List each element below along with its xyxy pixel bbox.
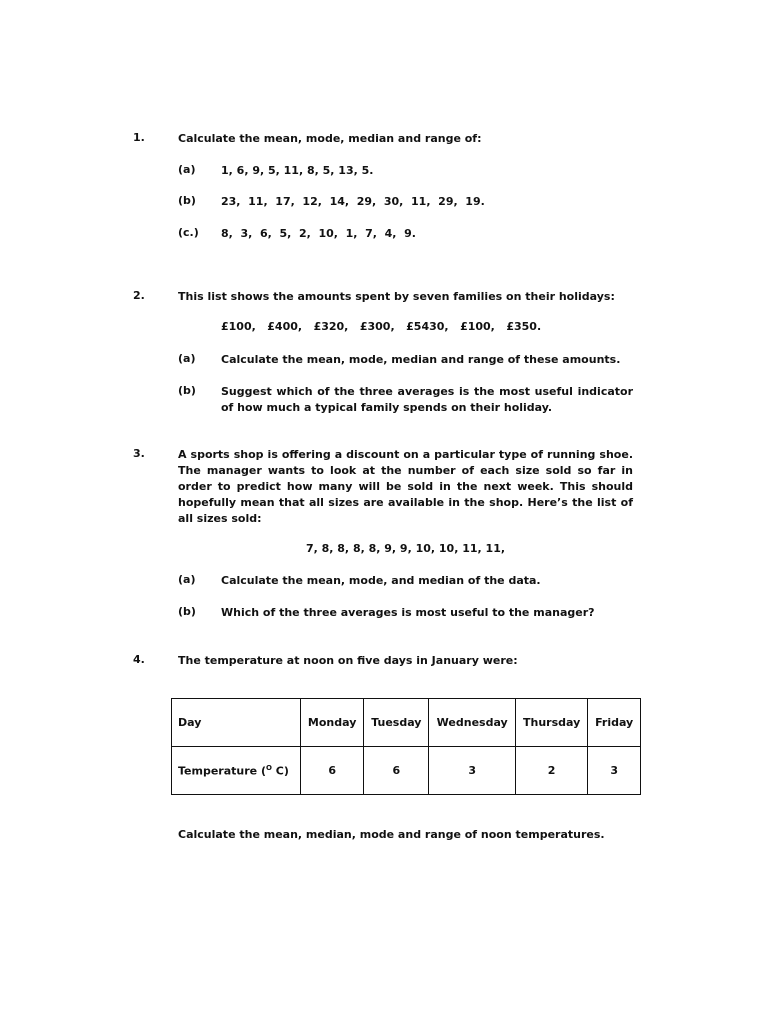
question-3-text: A sports shop is offering a discount on a particular type of running shoe. The manager wants to look at the number of each size sold so far in order to predict how many will be sold in the next week. This should hopefully mean that all sizes are available in the shop. Here’s the list of all sizes sold:: [178, 448, 633, 525]
table-temp-thursday: 2: [515, 747, 587, 795]
q2-part-a-label: (a): [178, 352, 196, 365]
q1-part-b-label: (b): [178, 194, 196, 207]
table-temp-tuesday: 6: [364, 747, 429, 795]
q3-part-a-text: Calculate the mean, mode, and median of the data.: [221, 574, 541, 587]
table-day-monday: Monday: [301, 699, 364, 747]
temperature-table: [171, 698, 641, 795]
q1-part-b-text: 23, 11, 17, 12, 14, 29, 30, 11, 29, 19.: [221, 195, 485, 208]
table-row-temperatures: [172, 747, 641, 795]
question-4-number: 4.: [133, 653, 145, 666]
table-temp-monday: 6: [301, 747, 364, 795]
table-row-days: [172, 699, 641, 747]
table-day-friday: Friday: [588, 699, 641, 747]
degree-sup: O: [265, 763, 272, 772]
table-header-day: Day: [172, 699, 301, 747]
table-day-thursday: Thursday: [515, 699, 587, 747]
table-header-temperature: [172, 747, 301, 795]
question-3-number: 3.: [133, 447, 145, 460]
q2-part-a-text: Calculate the mean, mode, median and range of these amounts.: [221, 353, 621, 366]
q4-instruction: Calculate the mean, median, mode and range of noon temperatures.: [178, 828, 605, 841]
q2-part-b-label: (b): [178, 384, 196, 397]
temp-label-prefix: Temperature (: [178, 764, 266, 778]
q3-part-a-label: (a): [178, 573, 196, 586]
question-4-text: The temperature at noon on five days in January were:: [178, 654, 518, 667]
q1-part-c-text: 8, 3, 6, 5, 2, 10, 1, 7, 4, 9.: [221, 227, 416, 240]
q3-sizes-list: 7, 8, 8, 8, 8, 9, 9, 10, 10, 11, 11,: [305, 542, 506, 555]
q3-part-b-text: Which of the three averages is most useful to the manager?: [221, 606, 595, 619]
q1-part-c-label: (c.): [178, 226, 199, 239]
table-temp-friday: 3: [588, 747, 641, 795]
q1-part-a-label: (a): [178, 163, 196, 176]
q3-part-b-label: (b): [178, 605, 196, 618]
q2-part-b-text: Suggest which of the three averages is the most useful indicator of how much a typical family spends on their holiday.: [221, 385, 633, 414]
q2-amounts-list: £100, £400, £320, £300, £5430, £100, £350.: [221, 320, 542, 333]
temp-label-suffix: C): [271, 764, 289, 778]
question-1-number: 1.: [133, 131, 145, 144]
table-temp-wednesday: 3: [429, 747, 516, 795]
question-2-number: 2.: [133, 289, 145, 302]
q1-part-a-text: 1, 6, 9, 5, 11, 8, 5, 13, 5.: [221, 164, 374, 177]
question-2-text: This list shows the amounts spent by seven families on their holidays:: [178, 290, 615, 303]
table-day-wednesday: Wednesday: [429, 699, 516, 747]
table-day-tuesday: Tuesday: [364, 699, 429, 747]
question-1-text: Calculate the mean, mode, median and range of:: [178, 132, 482, 145]
